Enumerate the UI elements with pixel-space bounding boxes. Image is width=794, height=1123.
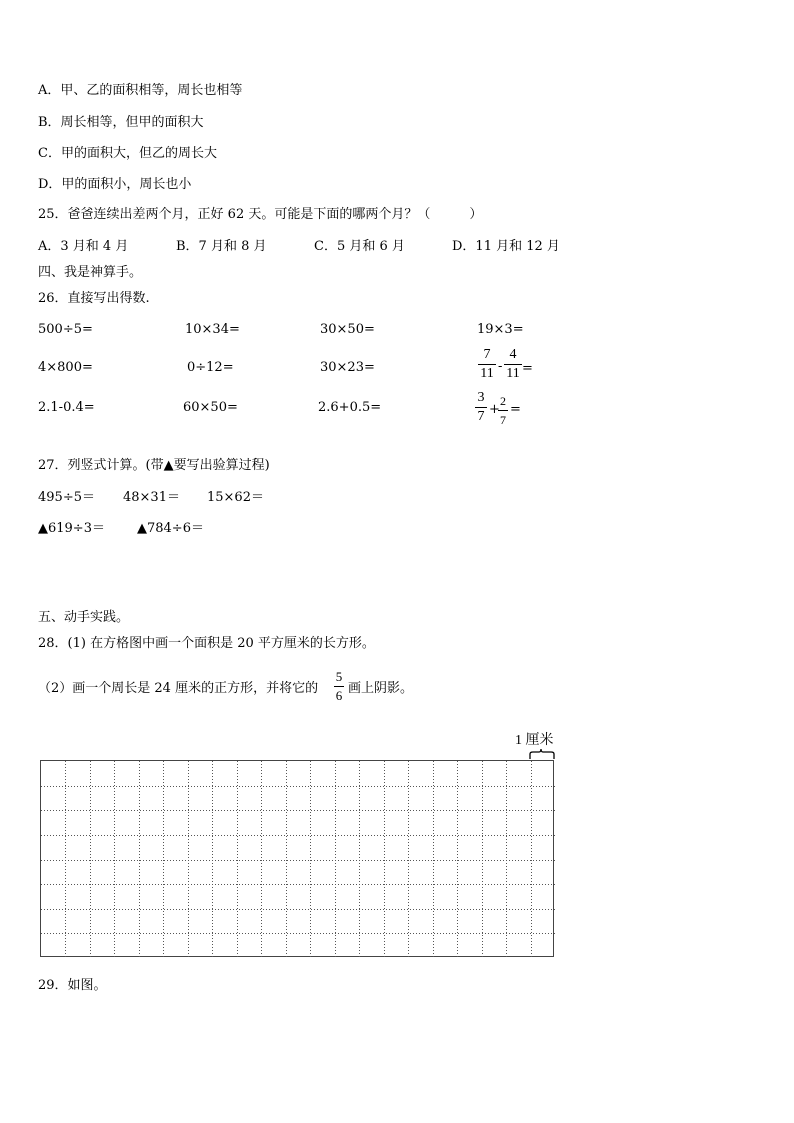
- numerator: 3: [477, 390, 485, 405]
- question-28-part1: 28．(1) 在方格图中画一个面积是 20 平方厘米的长方形。: [38, 636, 375, 651]
- option-d: D．甲的面积小，周长也小: [38, 177, 192, 192]
- q25-option-c: C．5 月和 6 月: [314, 239, 405, 254]
- fraction-2-7: [498, 393, 508, 428]
- question-25: 25．爸爸连续出差两个月，正好 62 天。可能是下面的哪两个月？（ ）: [38, 207, 483, 222]
- calc-item: 4×800=: [38, 360, 93, 375]
- numerator: 4: [509, 347, 517, 362]
- q25-option-d: D．11 月和 12 月: [452, 239, 560, 254]
- calc-item: 0÷12=: [187, 360, 234, 375]
- option-c: C．甲的面积大，但乙的周长大: [38, 146, 217, 161]
- question-27-title: 27．列竖式计算。(带▲要写出验算过程): [38, 458, 270, 473]
- grid-lines: [41, 761, 555, 958]
- vertical-calc-item: ▲784÷6＝: [137, 521, 204, 536]
- equals-sign: =: [510, 402, 521, 417]
- calc-item: 2.1-0.4=: [38, 400, 95, 415]
- numerator: 5: [335, 669, 343, 684]
- section-5-title: 五、动手实践。: [38, 610, 130, 625]
- plus-sign: +: [489, 402, 500, 417]
- fraction-4-11: [504, 347, 522, 382]
- question-26-title: 26．直接写出得数.: [38, 291, 150, 306]
- minus-sign: -: [498, 359, 503, 374]
- section-4-title: 四、我是神算手。: [38, 265, 143, 280]
- q25-option-b: B．7 月和 8 月: [176, 239, 267, 254]
- numerator: 7: [483, 347, 491, 362]
- denominator: 11: [506, 366, 520, 381]
- option-a: A．甲、乙的面积相等，周长也相等: [38, 83, 243, 98]
- equals-sign: =: [522, 361, 533, 376]
- calc-item: 500÷5=: [38, 322, 93, 337]
- denominator: 7: [500, 413, 506, 427]
- numerator: 2: [500, 394, 506, 408]
- scale-label: 1 厘米: [515, 733, 554, 748]
- scale-brace-icon: [528, 747, 556, 761]
- vertical-calc-item: 48×31＝: [123, 490, 180, 505]
- part2-text-before: （2）画一个周长是 24 厘米的正方形，并将它的: [38, 681, 319, 696]
- fraction-7-11: [478, 347, 496, 382]
- question-28-part2: [38, 681, 318, 697]
- vertical-calc-item: ▲619÷3＝: [38, 521, 105, 536]
- fraction-5-6: [334, 669, 344, 704]
- denominator: 11: [480, 366, 494, 381]
- calc-item: 10×34=: [185, 322, 240, 337]
- calc-item: 30×23=: [320, 360, 375, 375]
- vertical-calc-item: 15×62＝: [207, 490, 264, 505]
- option-b: B．周长相等，但甲的面积大: [38, 115, 204, 130]
- calc-item: 60×50=: [183, 400, 238, 415]
- calc-item: 30×50=: [320, 322, 375, 337]
- square-grid[interactable]: [40, 760, 554, 957]
- vertical-calc-item: 495÷5＝: [38, 490, 95, 505]
- question-29: 29．如图。: [38, 978, 107, 993]
- calc-item: 19×3=: [477, 322, 524, 337]
- fraction-3-7: [475, 390, 487, 425]
- q25-option-a: A．3 月和 4 月: [38, 239, 129, 254]
- part2-text-after: 画上阴影。: [348, 681, 414, 696]
- calc-item: 2.6+0.5=: [318, 400, 382, 415]
- denominator: 6: [335, 688, 343, 703]
- denominator: 7: [477, 409, 485, 424]
